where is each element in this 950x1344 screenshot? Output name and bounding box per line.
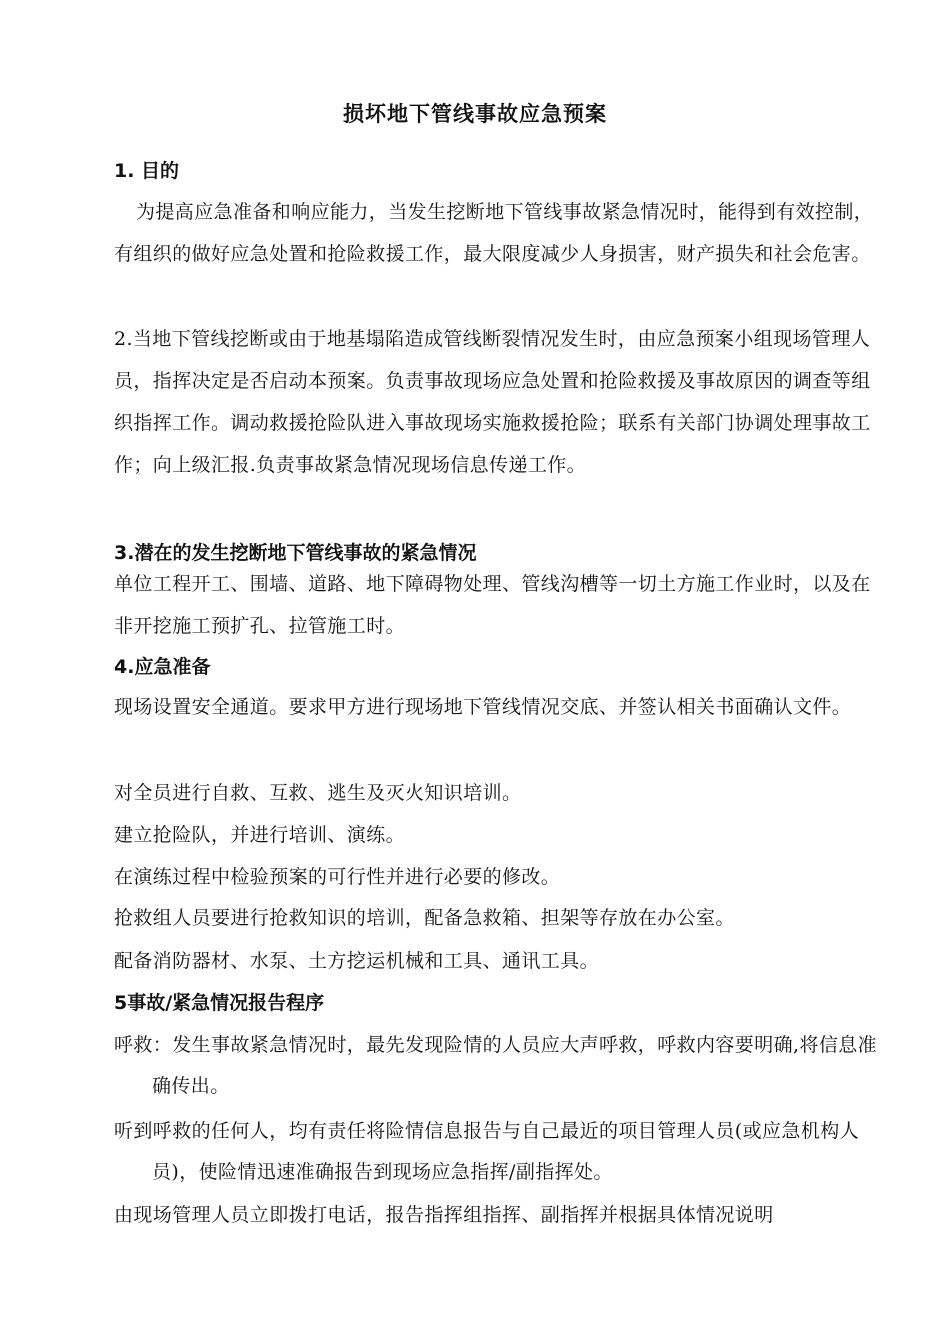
section-4-item: 对全员进行自救、互救、逃生及灭火知识培训。 [114,782,522,804]
section-5-heading: 5事故/紧急情况报告程序 [114,992,325,1014]
section-4-item: 现场设置安全通道。要求甲方进行现场地下管线情况交底、并签认相关书面确认文件。 [114,696,852,718]
section-5-item: 呼救：发生事故紧急情况时，最先发现险情的人员应大声呼救，呼救内容要明确,将信息准确传出。 [114,1034,878,1097]
section-1-heading: 1. 目的 [114,160,180,182]
section-2-body: 2.当地下管线挖断或由于地基塌陷造成管线断裂情况发生时，由应急预案小组现场管理人员，指挥决定是否启动本预案。负责事故现场应急处置和抢险救援及事故原因的调查等组织指挥工作。调动救援抢险队进入事故现场实施救援抢险；联系有关部门协调处理事故工作；向上级汇报.负责事故紧急情况现场信息传递工作。 [114,328,871,476]
section-3-body: 单位工程开工、围墙、道路、地下障碍物处理、管线沟槽等一切土方施工作业时，以及在非开挖施工预扩孔、拉管施工时。 [114,573,871,637]
document-title: 损坏地下管线事故应急预案 [343,102,607,126]
section-4-item: 配备消防器材、水泵、土方挖运机械和工具、通讯工具。 [114,950,600,972]
section-4-item: 抢救组人员要进行抢救知识的培训，配备急救箱、担架等存放在办公室。 [114,907,735,929]
section-1-body: 为提高应急准备和响应能力，当发生挖断地下管线事故紧急情况时，能得到有效控制，有组织的做好应急处置和抢险救援工作，最大限度减少人身损害，财产损失和社会危害。 [114,201,874,265]
section-5-item: 听到呼救的任何人，均有责任将险情信息报告与自己最近的项目管理人员(或应急机构人员)，使险情迅速准确报告到现场应急指挥/副指挥处。 [114,1120,860,1183]
section-4-item: 建立抢险队，并进行培训、演练。 [114,824,406,846]
section-4-heading: 4.应急准备 [114,656,211,678]
section-4-item: 在演练过程中检验预案的可行性并进行必要的修改。 [114,866,561,888]
section-3-heading: 3.潜在的发生挖断地下管线事故的紧急情况 [114,542,477,564]
section-5-item: 由现场管理人员立即拨打电话，报告指挥组指挥、副指挥并根据具体情况说明 [114,1204,774,1226]
